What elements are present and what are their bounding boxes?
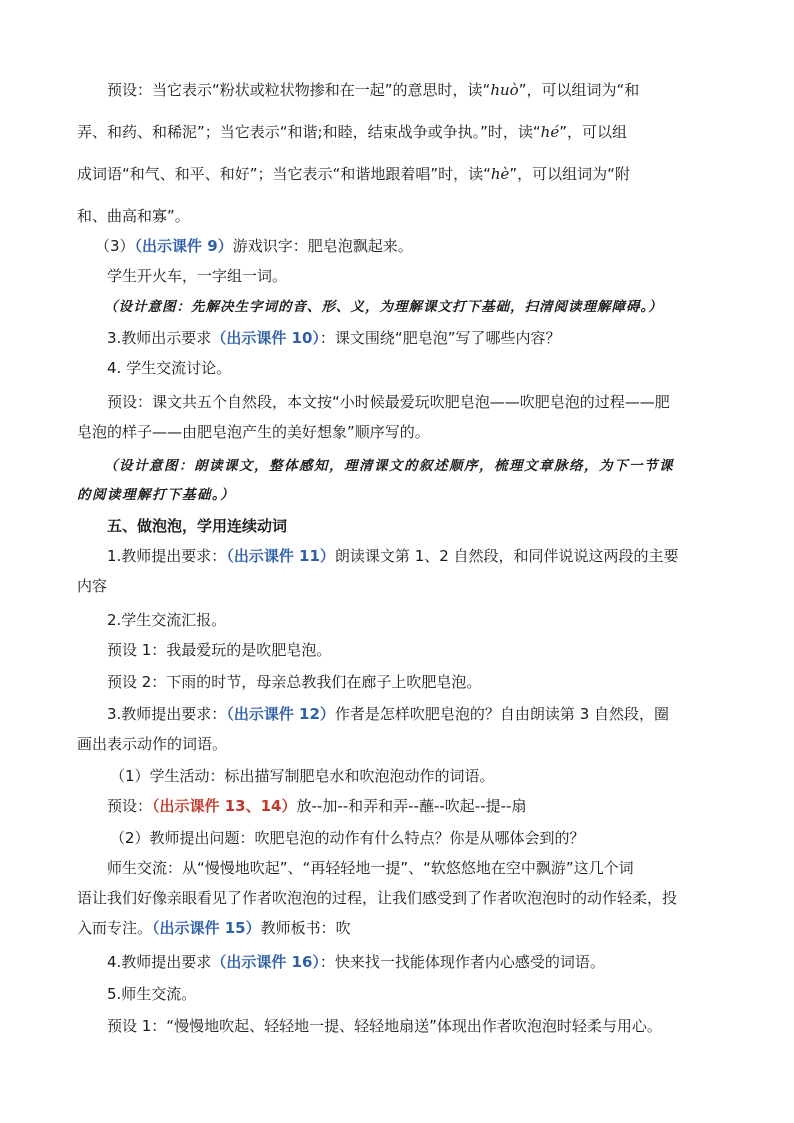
design-note [104, 455, 674, 476]
para-line [107, 796, 526, 816]
note-text: （设计意图：朗读课文，整体感知，理清课文的叙述顺序，梳理文章脉络，为下一节课 [104, 458, 674, 474]
courseware-tag: （出示课件 15） [152, 919, 261, 937]
text: 作者是怎样吹肥皂泡的？自由朗读第 3 自然段，圈 [334, 705, 670, 723]
para-line: 预设：课文共五个自然段，本文按“小时候最爱玩吹肥皂泡——吹肥皂泡的过程——肥 [107, 393, 670, 411]
para-line: 预设 1：“慢慢地吹起、轻轻地一提、轻轻地扇送”体现出作者吹泡泡时轻柔与用心。 [107, 1017, 662, 1035]
text: 3.教师出示要求 [107, 329, 212, 347]
text: ：课文围绕“肥皂泡”写了哪些内容？ [319, 329, 561, 347]
para-line: （1）学生活动：标出描写制肥皂水和吹泡泡动作的词语。 [110, 767, 495, 785]
text: 3.教师提出要求： [107, 705, 227, 723]
text: 成词语“和气、和平、和好”；当它表示“和谐地跟着唱”时，读“ [77, 165, 491, 183]
text: 入而专注。 [77, 919, 153, 937]
text: ：快来找一找能体现作者内心感受的词语。 [319, 953, 605, 971]
courseware-tag: （出示课件 9） [134, 237, 233, 255]
design-note [77, 484, 235, 505]
para-line [77, 164, 630, 184]
para-line [107, 704, 669, 724]
text: 弄、和药、和稀泥”；当它表示“和谐;和睦，结束战争或争执。”时，读“ [77, 123, 541, 141]
text: 教师板书：吹 [260, 919, 351, 937]
pinyin: hé [540, 123, 560, 141]
text: 预设：当它表示“粉状或粒状物掺和在一起”的意思时，读“ [107, 81, 491, 99]
para-line [77, 918, 351, 938]
pinyin: huò [490, 81, 519, 99]
para-line: （2）教师提出问题：吹肥皂泡的动作有什么特点？你是从哪体会到的？ [110, 829, 585, 847]
para-line: 4. 学生交流讨论。 [107, 359, 232, 377]
para-line: 师生交流：从“慢慢地吹起”、“再轻轻地一提”、“软悠悠地在空中飘游”这几个词 [107, 859, 634, 877]
text: 预设： [107, 797, 153, 815]
para-line: 皂泡的样子——由肥皂泡产生的美好想象”顺序写的。 [77, 423, 430, 441]
para-line: 预设 2：下雨的时节，母亲总教我们在廊子上吹肥皂泡。 [107, 673, 482, 691]
para-line [77, 122, 627, 142]
text: 4.教师提出要求 [107, 953, 212, 971]
text: 1.教师提出要求： [107, 547, 227, 565]
para-line [107, 80, 639, 100]
para-line: 语让我们好像亲眼看见了作者吹泡泡的过程，让我们感受到了作者吹泡泡时的动作轻柔，投 [77, 889, 678, 907]
para-line: 和、曲高和寡”。 [77, 207, 190, 225]
text: 朗读课文第 1、2 自然段，和同伴说说这两段的主要 [334, 547, 679, 565]
para-line: 5.师生交流。 [107, 985, 197, 1003]
text: 游戏识字：肥皂泡飘起来。 [232, 237, 413, 255]
para-line [107, 328, 560, 348]
text: ”，可以组词为“附 [509, 165, 630, 183]
section-heading: 五、做泡泡，学用连续动词 [107, 517, 288, 535]
courseware-tag: （出示课件 16） [211, 953, 320, 971]
text: （3） [95, 237, 135, 255]
para-line: 内容 [77, 577, 108, 595]
para-line [95, 236, 413, 256]
pinyin: hè [490, 165, 510, 183]
courseware-tag: （出示课件 13、14） [152, 797, 297, 815]
courseware-tag: （出示课件 10） [211, 329, 320, 347]
para-line: 预设 1：我最爱玩的是吹肥皂泡。 [107, 641, 332, 659]
text: ”，可以组词为“和 [518, 81, 640, 99]
text: 放--加--和弄和弄--蘸--吹起--提--扇 [296, 797, 527, 815]
text: ”，可以组 [559, 123, 627, 141]
courseware-tag: （出示课件 11） [226, 547, 335, 565]
para-line [107, 952, 605, 972]
courseware-tag: （出示课件 12） [226, 705, 335, 723]
design-note [104, 296, 663, 317]
note-text: （设计意图：先解决生字词的音、形、义，为理解课文打下基础，扫清阅读理解障碍。） [104, 299, 663, 315]
para-line: 画出表示动作的词语。 [77, 735, 228, 753]
para-line: 学生开火车，一字组一词。 [107, 267, 288, 285]
note-text: 的阅读理解打下基础。） [77, 487, 236, 503]
para-line [107, 546, 679, 566]
para-line: 2.学生交流汇报。 [107, 611, 227, 629]
